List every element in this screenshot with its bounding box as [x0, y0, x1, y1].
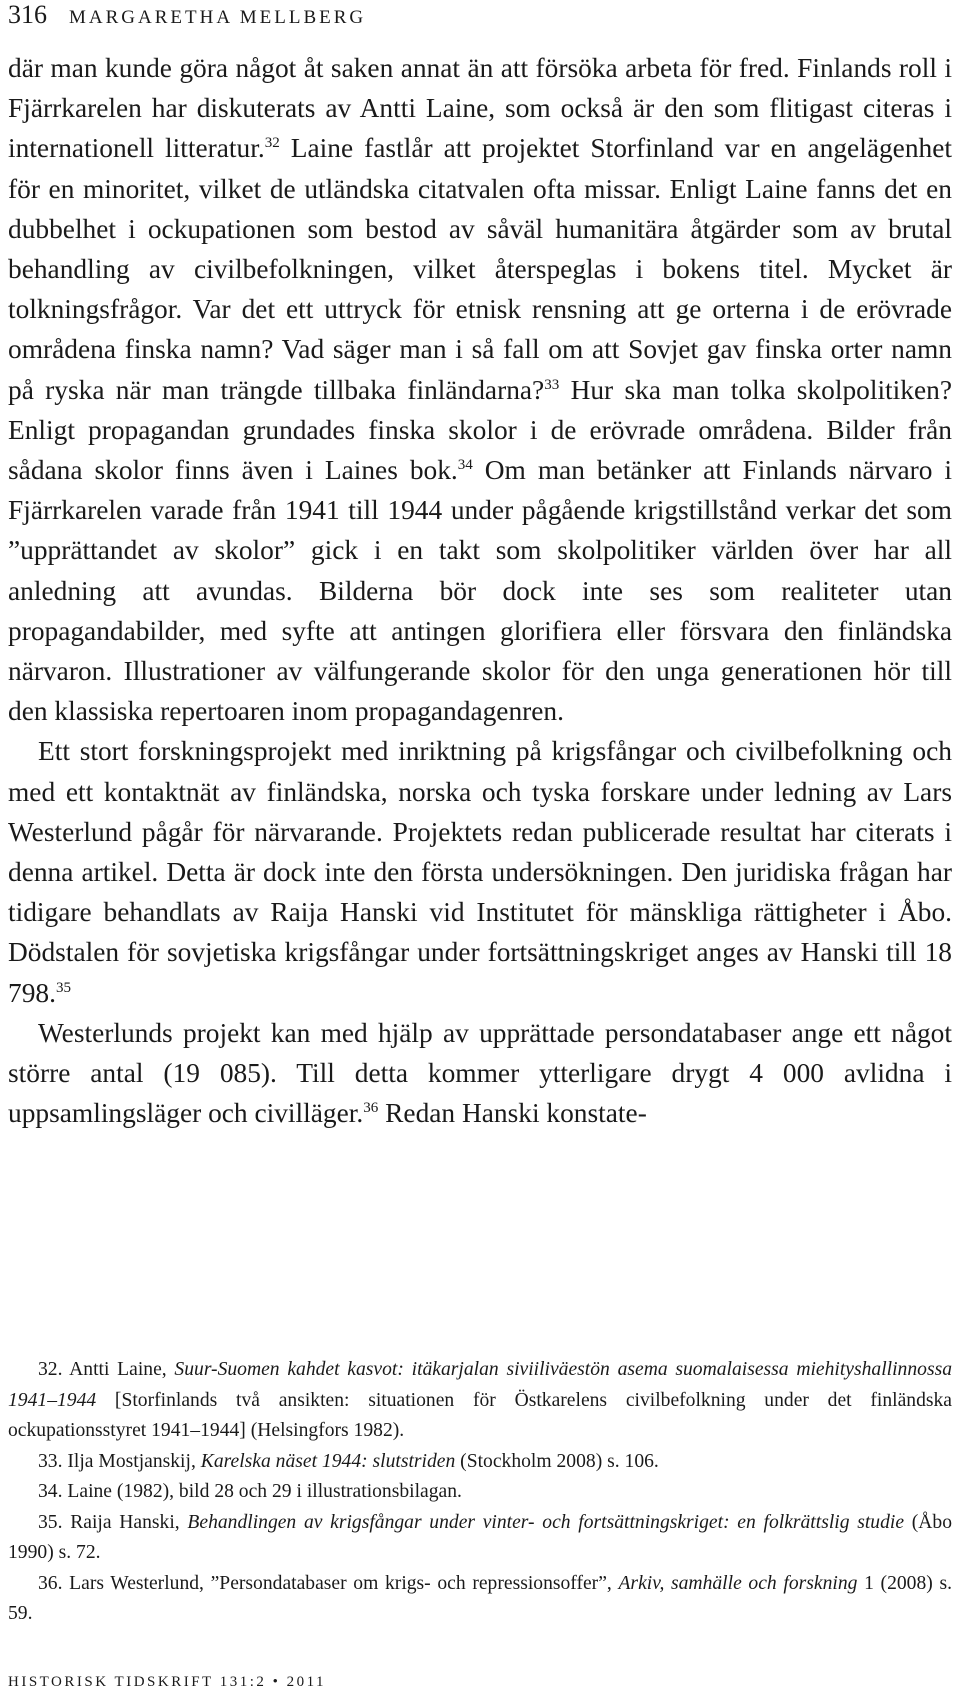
paragraph-1-text-b: Laine fastlår att projektet Storfinland var en angelägenhet för en minoritet, vilket de utländska citatvalen ofta missar. Enligt Laine fanns det en dubbelhet i ockupationen som bestod av såväl humanitära åtgärder som av brutal behandling av civilbefolkningen, vilket återspeglas i bokens titel. Mycket är tolkningsfrågor. Var det ett uttryck för etnisk rensning att ge orterna i de erövrade områdena finska namn? Vad säger man i så fall om att Sovjet gav finska orter namn på ryska när man trängde tillbaka finländarna?	[8, 133, 952, 405]
footnote	[8, 1355, 952, 1447]
paragraph-3-text-a: Westerlunds projekt kan med hjälp av upprättade persondatabaser ange ett något större antal (19 085). Till detta kommer ytterligare drygt 4 000 avlidna i uppsamlingsläger och civilläger.	[8, 1017, 952, 1129]
footnote-ref-33[interactable]: 33	[544, 376, 560, 393]
footnote-ref-36[interactable]: 36	[363, 1100, 379, 1117]
paragraph-1	[8, 48, 952, 731]
footnotes	[8, 1355, 952, 1630]
footnote-title: Karelska näset 1944: slutstriden	[200, 1450, 456, 1472]
footnote-ref-34[interactable]: 34	[457, 456, 473, 473]
paragraph-2	[8, 731, 952, 1012]
paragraph-1-text-d: Om man betänker att Finlands närvaro i Fjärrkarelen varade från 1941 till 1944 under pågående krigstillstånd verkar det som ”upprättandet av skolor” gick i en takt som skolpolitiker världen över har all anledning att avundas. Bilderna bör dock inte ses som realiteter utan propagandabilder, med syfte att antingen glorifiera eller försvara den finländska närvaron. Illustrationer av välfungerande skolor för den unga generationen hör till den klassiska repertoaren inom propagandagenren.	[8, 455, 953, 727]
footnote-text: (Åbo 1990) s. 72.	[8, 1511, 953, 1563]
paragraph-1-text-c: Hur ska man tolka skolpolitiken? Enligt propagandan grundades finska skolor i de erövrade områdena. Bilder från sådana skolor finns även i Laines bok.	[8, 374, 952, 486]
footnote	[8, 1447, 952, 1478]
footnote-number: 34.	[38, 1481, 63, 1502]
footnote-title: Suur-Suomen kahdet kasvot: itäkarjalan siviiliväestön asema suomalaisessa miehityshallinnossa 1941–1944	[8, 1359, 952, 1411]
footnote-text: Antti Laine,	[62, 1359, 175, 1380]
footnote-text: Ilja Mostjanskij,	[62, 1450, 201, 1472]
paragraph-1-text-a: där man kunde göra något åt saken annat än att försöka arbeta för fred. Finlands roll i Fjärrkarelen har diskuterats av Antti Laine, som också är den som flitigast citeras i internationell litteratur.	[8, 53, 952, 164]
footnote-text: Laine (1982), bild 28 och 29 i illustrationsbilagan.	[62, 1481, 462, 1502]
footnote-text: [Storfinlands två ansikten: situationen för Östkarelens civilbefolkning under det finländska ockupationsstyret 1941–1944] (Helsingfors 1982).	[8, 1389, 952, 1441]
running-head-author: MARGARETHA MELLBERG	[69, 7, 367, 28]
book-page	[8, 0, 952, 1699]
paragraph-2-text-a: Ett stort forskningsprojekt med inriktning på krigsfångar och civilbefolkning och med ett kontaktnät av finländska, norska och tyska forskare under ledning av Lars Westerlund pågår för närvarande. Projektets redan publicerade resultat har citerats i denna artikel. Detta är dock inte den första undersökningen. Den juridiska frågan har tidigare behandlats av Raija Hanski vid Institutet för mänskliga rättigheter i Åbo. Dödstalen för sovjetiska krigsfångar under fortsättningskriget anges av Hanski till 18 798.	[8, 736, 952, 1008]
footnote-text: (Stockholm 2008) s. 106.	[455, 1450, 659, 1472]
footnote-title: Behandlingen av krigsfångar under vinter- och fortsättningskriget: en folkrättslig studie	[187, 1511, 905, 1533]
footnote-text: Raija Hanski,	[62, 1511, 188, 1533]
running-header	[8, 0, 366, 36]
main-text	[8, 48, 952, 1133]
journal-citation: HISTORISK TIDSKRIFT 131:2 • 2011	[8, 1674, 327, 1690]
footnote	[8, 1477, 952, 1508]
footnote-number: 35.	[38, 1511, 63, 1533]
footnote	[8, 1569, 952, 1630]
running-footer	[8, 1674, 326, 1691]
footnote-ref-35[interactable]: 35	[55, 979, 71, 996]
footnote-number: 36.	[38, 1572, 63, 1594]
footnote-ref-32[interactable]: 32	[264, 135, 280, 152]
footnote-text: Lars Westerlund, ”Persondatabaser om krigs- och repressionsoffer”,	[62, 1572, 619, 1594]
footnote-text: 1 (2008) s. 59.	[8, 1572, 952, 1624]
footnote-number: 32.	[38, 1359, 63, 1380]
footnote	[8, 1508, 952, 1569]
footnote-title: Arkiv, samhälle och forskning	[618, 1572, 858, 1594]
paragraph-3	[8, 1013, 952, 1134]
footnote-number: 33.	[38, 1450, 63, 1472]
paragraph-3-text-b: Redan Hanski konstate-	[378, 1098, 647, 1129]
page-number: 316	[8, 0, 47, 29]
